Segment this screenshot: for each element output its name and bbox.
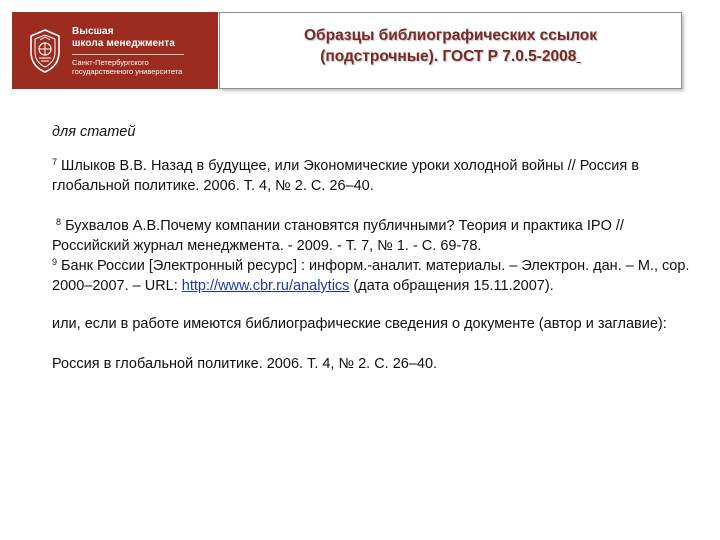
logo-divider [72,54,184,55]
short-reference: Россия в глобальной политике. 2006. Т. 4, № 2. С. 26–40. [52,356,438,372]
title-line-2-text: (подстрочные). ГОСТ Р 7.0.5-2008 [320,48,577,65]
logo-line-2: школа менеджмента [72,37,175,49]
footnote-number: 8 [56,217,62,227]
slide-header [12,12,682,89]
footnote-text-before-link: Банк России [Электронный ресурс] : информ.-аналит. материалы. – Электрон. дан. – М., cop. 2000–2007. – URL: [52,258,690,294]
section-heading: для статей [52,124,136,140]
spacer [52,334,692,354]
footnote-number: 7 [52,157,58,167]
spacer [52,296,692,314]
footnote-8 [52,216,692,256]
slide-body [52,122,692,374]
alternative-note: или, если в работе имеются библиографические сведения о документе (автор и заглавие): [52,316,667,332]
title-trailing-underline [576,48,580,65]
title-line-2 [220,46,681,67]
logo-line-4: государственного университета [72,66,183,76]
title-line-1: Образцы библиографических ссылок [303,27,598,44]
logo-line-1: Высшая [72,25,114,37]
title-box [219,12,682,89]
spacer [52,196,692,216]
logo-text [72,26,184,76]
footnote-text: Шлыков В.В. Назад в будущее, или Экономические уроки холодной войны // Россия в глобальной политике. 2006. Т. 4, № 2. С. 26–40. [52,158,639,194]
footnote-text-after-link: (дата обращения 15.11.2007). [349,278,554,294]
footnote-7 [52,156,692,196]
footnote-number: 9 [52,257,58,267]
cbr-analytics-link[interactable]: http://www.cbr.ru/analytics [181,278,350,294]
logo-line-3: Санкт-Петербургского [72,57,149,67]
gsom-logo [12,12,218,89]
slide-title [220,25,681,67]
footnote-9 [52,256,692,296]
footnote-text: Бухвалов А.В.Почему компании становятся публичными? Теория и практика IPO // Российский журнал менеджмента. - 2009. - Т. 7, № 1. - С. 69-78. [52,218,624,254]
university-seal-icon [26,28,64,74]
